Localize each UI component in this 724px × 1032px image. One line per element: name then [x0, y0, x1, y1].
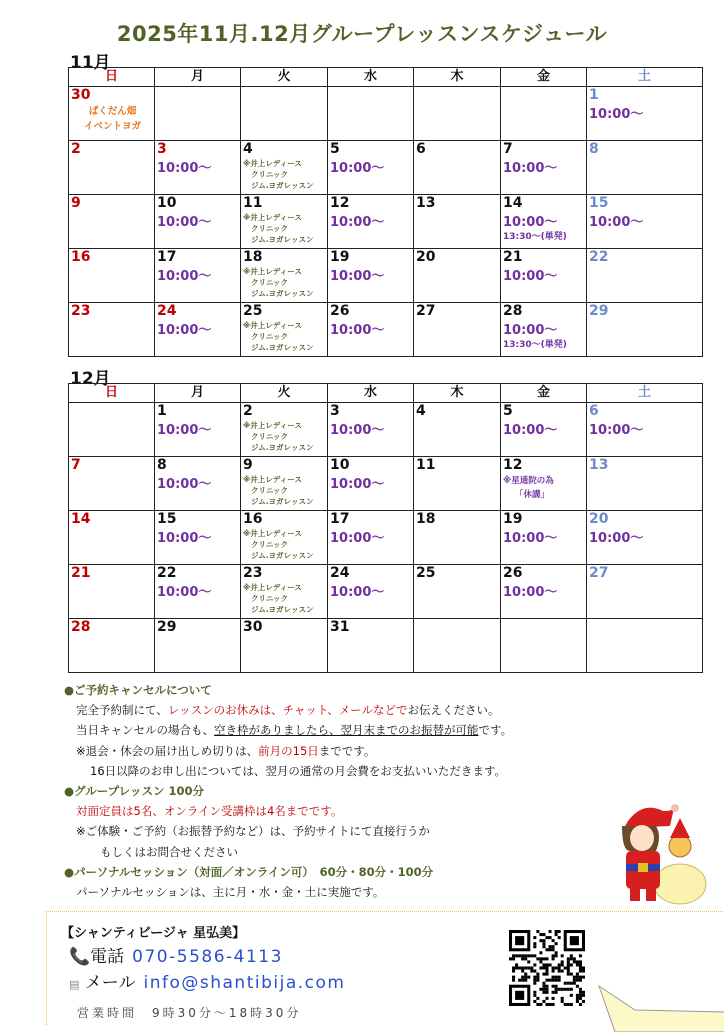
day-number: 19 — [330, 249, 350, 265]
day-cell — [155, 87, 241, 141]
day-number: 30 — [243, 619, 263, 635]
weekday-header — [69, 384, 703, 403]
day-cell — [501, 403, 587, 457]
group-line-3: もしくはお問合せください — [100, 844, 238, 859]
day-cell — [414, 303, 501, 357]
day-entry: 10:00～ — [330, 323, 385, 338]
day-cell — [414, 141, 501, 195]
info-section — [64, 680, 624, 902]
day-number: 10 — [330, 457, 350, 473]
day-number: 29 — [157, 619, 177, 635]
mail-label: メール — [84, 973, 136, 993]
day-number: 16 — [243, 511, 263, 527]
email-link[interactable]: info@shantibija.com — [143, 973, 346, 993]
personal-line-1: パーソナルセッションは、主に月・水・金・土に実施です。 — [76, 885, 385, 900]
day-number: 3 — [330, 403, 340, 419]
day-cell — [69, 403, 155, 457]
day-number: 25 — [243, 303, 263, 319]
day-entry: 10:00～ — [503, 531, 558, 546]
day-cell — [69, 565, 155, 619]
day-cell — [501, 619, 587, 673]
mail-line — [69, 968, 345, 993]
day-entry: 10:00～ — [157, 269, 212, 284]
day-entry: クリニック — [251, 486, 289, 495]
month-label: 11月 — [70, 53, 111, 73]
day-cell — [241, 457, 328, 511]
day-number: 12 — [330, 195, 350, 211]
day-cell — [328, 565, 414, 619]
day-cell — [587, 249, 703, 303]
day-entry: ジム.ヨガレッスン — [251, 605, 314, 614]
day-cell — [501, 141, 587, 195]
day-number: 17 — [157, 249, 177, 265]
day-cell — [155, 141, 241, 195]
day-number: 20 — [416, 249, 436, 265]
day-number: 11 — [243, 195, 263, 211]
weekday-label: 水 — [328, 384, 414, 403]
day-cell — [501, 195, 587, 249]
day-cell — [587, 87, 703, 141]
cancel-line-2 — [64, 720, 624, 740]
group-line-1: 対面定員は5名、オンライン受講枠は4名までです。 — [76, 804, 343, 819]
day-entry: ※井上レディース — [243, 321, 302, 330]
text: です。 — [478, 723, 513, 738]
day-cell — [414, 565, 501, 619]
day-number: 26 — [503, 565, 523, 581]
day-cell — [155, 303, 241, 357]
cancel-line-1 — [64, 700, 624, 720]
week-row — [69, 249, 703, 303]
day-number: 25 — [416, 565, 436, 581]
weekday-header — [69, 68, 703, 87]
qr-code[interactable] — [509, 930, 585, 1006]
day-number: 4 — [243, 141, 253, 157]
day-number: 21 — [71, 565, 91, 581]
day-cell — [241, 249, 328, 303]
day-entry: 10:00～ — [589, 531, 644, 546]
day-entry: 10:00～ — [157, 215, 212, 230]
weekday-label: 日 — [69, 68, 155, 87]
day-cell — [587, 195, 703, 249]
day-entry: ぱくだん畑 — [88, 106, 137, 117]
day-entry: ジム.ヨガレッスン — [251, 235, 314, 244]
day-entry: 10:00～ — [589, 215, 644, 230]
day-number: 17 — [330, 511, 350, 527]
day-entry: ※井上レディース — [243, 213, 302, 222]
day-entry: 10:00～ — [330, 585, 385, 600]
day-number: 14 — [503, 195, 523, 211]
text: 当日キャンセルの場合も、 — [76, 723, 214, 738]
business-hours: 営業時間 9時30分～18時30分 — [77, 1006, 302, 1020]
calendar-0 — [68, 67, 703, 357]
day-cell — [328, 511, 414, 565]
day-number: 22 — [589, 249, 609, 265]
day-cell — [328, 303, 414, 357]
text: ※退会・休会の届け出しめ切りは、 — [76, 743, 259, 758]
day-cell — [69, 249, 155, 303]
day-number: 22 — [157, 565, 177, 581]
day-cell — [241, 303, 328, 357]
phone-icon: 📞 — [69, 947, 91, 967]
santa-illustration — [608, 796, 708, 906]
day-number: 13 — [416, 195, 436, 211]
day-entry: 「休講」 — [515, 490, 550, 500]
day-cell — [587, 457, 703, 511]
day-cell — [241, 619, 328, 673]
day-cell — [328, 403, 414, 457]
weekday-label: 木 — [414, 384, 501, 403]
day-cell — [501, 87, 587, 141]
day-cell — [587, 511, 703, 565]
day-entry: ※井上レディース — [243, 583, 302, 592]
day-number: 1 — [157, 403, 167, 419]
speech-bubble — [595, 982, 724, 1032]
text-highlight: レッスンのお休みは、チャット、メールなどで — [167, 703, 408, 718]
weekday-label: 火 — [241, 68, 328, 87]
weekday-label: 木 — [414, 68, 501, 87]
day-entry: クリニック — [251, 170, 289, 179]
day-cell — [328, 141, 414, 195]
day-number: 29 — [589, 303, 609, 319]
week-row — [69, 303, 703, 357]
day-entry: ジム.ヨガレッスン — [251, 289, 314, 298]
day-number: 5 — [330, 141, 340, 157]
day-number: 13 — [589, 457, 609, 473]
day-number: 28 — [503, 303, 523, 319]
day-number: 8 — [589, 141, 599, 157]
day-number: 18 — [416, 511, 436, 527]
day-entry: ジム.ヨガレッスン — [251, 181, 314, 190]
calendar-1 — [68, 383, 703, 673]
day-cell — [155, 403, 241, 457]
day-entry: 10:00～ — [330, 215, 385, 230]
day-cell — [328, 457, 414, 511]
day-cell — [328, 87, 414, 141]
day-number: 9 — [243, 457, 253, 473]
day-cell — [241, 511, 328, 565]
day-cell — [414, 457, 501, 511]
day-number: 19 — [503, 511, 523, 527]
day-number: 28 — [71, 619, 91, 635]
weekday-label: 日 — [69, 384, 155, 403]
phone-label: 電話 — [90, 947, 125, 967]
day-cell — [69, 457, 155, 511]
phone-line — [69, 942, 283, 967]
day-number: 7 — [71, 457, 81, 473]
day-entry: クリニック — [251, 332, 289, 341]
day-entry: ※井上レディース — [243, 267, 302, 276]
day-cell — [414, 511, 501, 565]
day-number: 11 — [416, 457, 436, 473]
day-entry: 10:00～ — [503, 161, 558, 176]
day-cell — [414, 249, 501, 303]
day-cell — [69, 511, 155, 565]
week-row — [69, 403, 703, 457]
day-cell — [328, 619, 414, 673]
week-row — [69, 457, 703, 511]
cancel-line-4: 16日以降のお申し出については、翌月の通常の月会費をお支払いいただきます。 — [90, 763, 506, 778]
day-number: 16 — [71, 249, 91, 265]
day-cell — [501, 457, 587, 511]
day-entry: ※井上レディース — [243, 159, 302, 168]
day-entry: 10:00～ — [503, 423, 558, 438]
mail-icon: ▤ — [69, 978, 80, 991]
day-cell — [155, 195, 241, 249]
day-cell — [241, 87, 328, 141]
day-cell — [414, 87, 501, 141]
day-cell — [69, 195, 155, 249]
day-cell — [501, 249, 587, 303]
day-number: 24 — [157, 303, 177, 319]
day-entry: 10:00～ — [330, 423, 385, 438]
day-entry: クリニック — [251, 432, 289, 441]
day-entry: ジム.ヨガレッスン — [251, 551, 314, 560]
day-entry: 13:30～(単発) — [503, 340, 567, 350]
cancel-line-3 — [64, 741, 624, 761]
day-entry: 10:00～ — [330, 477, 385, 492]
day-cell — [587, 565, 703, 619]
day-entry: クリニック — [251, 278, 289, 287]
day-number: 8 — [157, 457, 167, 473]
day-entry: ※星通院の為 — [503, 476, 554, 486]
day-entry: 10:00～ — [330, 531, 385, 546]
day-number: 30 — [71, 87, 91, 103]
day-cell — [69, 141, 155, 195]
day-number: 24 — [330, 565, 350, 581]
day-number: 10 — [157, 195, 177, 211]
day-cell — [414, 403, 501, 457]
day-number: 23 — [243, 565, 263, 581]
day-cell — [155, 249, 241, 303]
weekday-label: 火 — [241, 384, 328, 403]
day-cell — [155, 457, 241, 511]
week-row — [69, 195, 703, 249]
day-cell — [587, 141, 703, 195]
week-row — [69, 565, 703, 619]
day-entry: 13:30～(単発) — [503, 232, 567, 242]
day-entry: 10:00～ — [503, 323, 558, 338]
day-cell — [241, 403, 328, 457]
day-cell — [69, 619, 155, 673]
contact-name: 【シャンティビージャ 星弘美】 — [61, 926, 246, 941]
day-cell — [155, 511, 241, 565]
weekday-label: 月 — [155, 384, 241, 403]
day-entry: 10:00～ — [157, 161, 212, 176]
day-entry: ジム.ヨガレッスン — [251, 497, 314, 506]
day-entry: ※井上レディース — [243, 421, 302, 430]
day-number: 1 — [589, 87, 599, 103]
personal-heading: ●パーソナルセッション（対面／オンライン可） 60分・80分・100分 — [64, 864, 434, 879]
day-entry: 10:00～ — [503, 585, 558, 600]
day-entry: 10:00～ — [589, 423, 644, 438]
day-number: 6 — [416, 141, 426, 157]
day-number: 2 — [243, 403, 253, 419]
day-entry: 10:00～ — [157, 477, 212, 492]
day-entry: ※井上レディース — [243, 475, 302, 484]
group-heading: ●グループレッスン 100分 — [64, 784, 205, 799]
day-entry: 10:00～ — [157, 531, 212, 546]
day-cell — [501, 303, 587, 357]
day-entry: 10:00～ — [330, 161, 385, 176]
weekday-label: 土 — [587, 384, 703, 403]
text: お伝えください。 — [407, 703, 500, 718]
day-entry: 10:00～ — [157, 423, 212, 438]
weekday-label: 土 — [587, 68, 703, 87]
day-number: 12 — [503, 457, 523, 473]
day-entry: 10:00～ — [157, 323, 212, 338]
day-number: 20 — [589, 511, 609, 527]
day-entry: クリニック — [251, 224, 289, 233]
day-number: 7 — [503, 141, 513, 157]
day-number: 27 — [589, 565, 609, 581]
day-entry: 10:00～ — [503, 269, 558, 284]
day-entry: クリニック — [251, 594, 289, 603]
day-number: 14 — [71, 511, 91, 527]
text-underline: 空き枠がありましたら、翌月末までのお振替が可能 — [214, 723, 479, 738]
cancel-heading: ●ご予約キャンセルについて — [64, 683, 212, 697]
weekday-label: 月 — [155, 68, 241, 87]
day-number: 2 — [71, 141, 81, 157]
day-number: 6 — [589, 403, 599, 419]
day-number: 15 — [157, 511, 177, 527]
contact-box — [46, 911, 724, 1025]
day-entry: クリニック — [251, 540, 289, 549]
week-row — [69, 619, 703, 673]
day-entry: ※井上レディース — [243, 529, 302, 538]
day-cell — [414, 619, 501, 673]
day-entry: 10:00～ — [503, 215, 558, 230]
day-number: 23 — [71, 303, 91, 319]
day-number: 3 — [157, 141, 167, 157]
day-cell — [587, 403, 703, 457]
day-entry: ジム.ヨガレッスン — [251, 343, 314, 352]
day-number: 4 — [416, 403, 426, 419]
week-row — [69, 511, 703, 565]
week-row — [69, 87, 703, 141]
group-line-2: ※ご体験・ご予約（お振替予約など）は、予約サイトにて直接行うか — [76, 824, 430, 839]
day-number: 26 — [330, 303, 350, 319]
day-cell — [501, 511, 587, 565]
day-entry: イベントヨガ — [83, 121, 141, 132]
text: 完全予約制にて、 — [76, 703, 168, 718]
day-cell — [241, 565, 328, 619]
day-number: 15 — [589, 195, 609, 211]
day-cell — [414, 195, 501, 249]
day-cell — [69, 303, 155, 357]
day-cell — [69, 87, 155, 141]
day-cell — [241, 141, 328, 195]
day-cell — [328, 249, 414, 303]
weekday-label: 金 — [501, 68, 587, 87]
day-cell — [328, 195, 414, 249]
week-row — [69, 141, 703, 195]
day-number: 21 — [503, 249, 523, 265]
weekday-label: 水 — [328, 68, 414, 87]
day-cell — [501, 565, 587, 619]
day-entry: 10:00～ — [157, 585, 212, 600]
day-cell — [241, 195, 328, 249]
page-title: 2025年11月.12月グループレッスンスケジュール — [116, 22, 608, 46]
text: までです。 — [318, 743, 376, 758]
text-highlight: 前月の15日 — [258, 743, 319, 758]
weekday-label: 金 — [501, 384, 587, 403]
day-cell — [587, 303, 703, 357]
day-cell — [587, 619, 703, 673]
day-number: 27 — [416, 303, 436, 319]
day-entry: ジム.ヨガレッスン — [251, 443, 314, 452]
phone-number-link[interactable]: 070-5586-4113 — [132, 947, 283, 967]
day-entry: 10:00～ — [330, 269, 385, 284]
day-number: 18 — [243, 249, 263, 265]
day-cell — [155, 565, 241, 619]
day-number: 5 — [503, 403, 513, 419]
day-number: 9 — [71, 195, 81, 211]
month-label: 12月 — [70, 369, 111, 389]
day-entry: 10:00～ — [589, 107, 644, 122]
day-number: 31 — [330, 619, 350, 635]
day-cell — [155, 619, 241, 673]
